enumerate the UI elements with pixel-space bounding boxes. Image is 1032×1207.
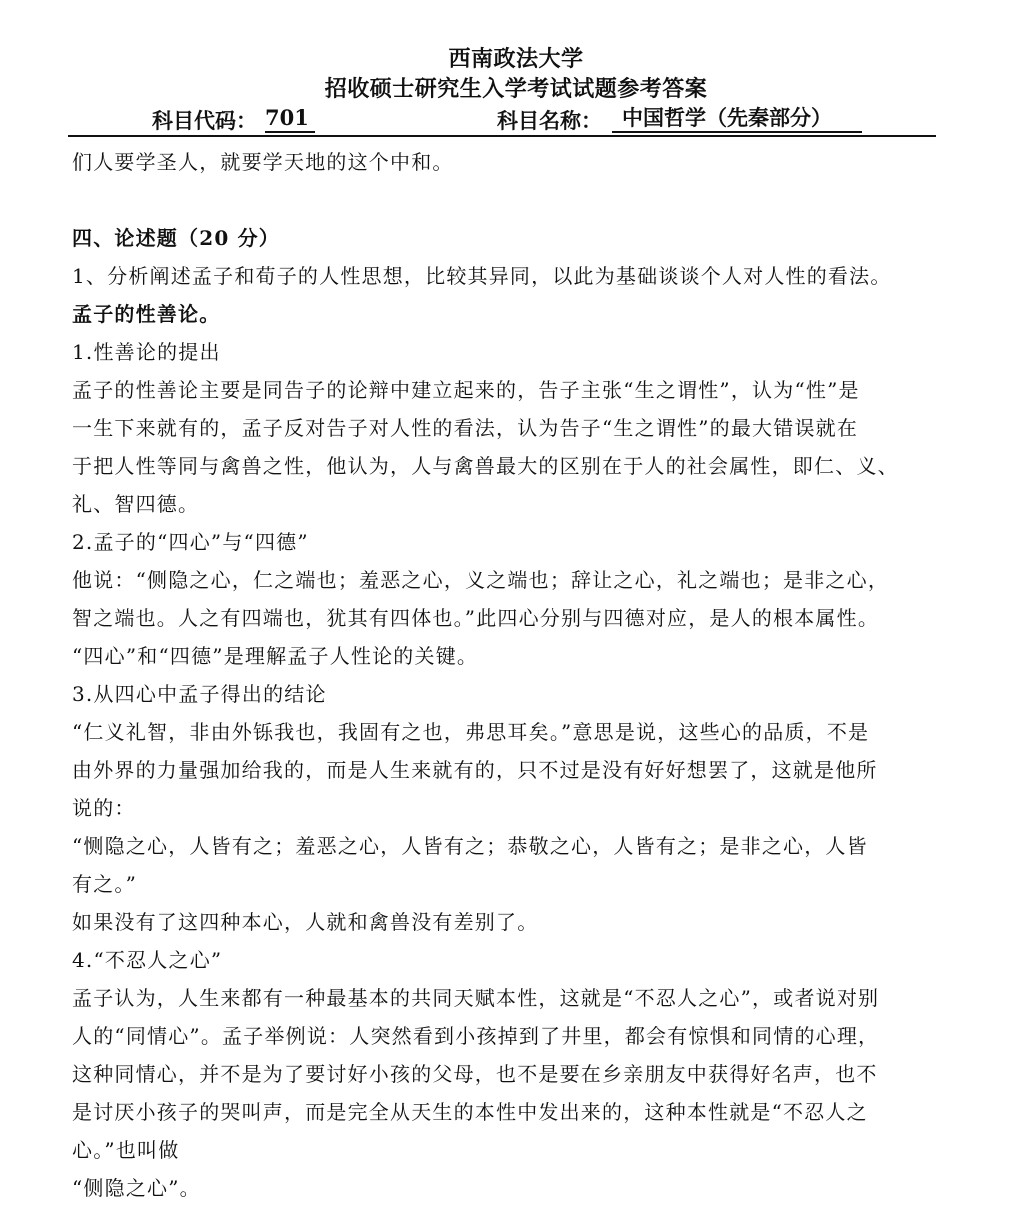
subheading: 3.从四心中孟子得出的结论 xyxy=(72,682,327,706)
paragraph-line: 说的： xyxy=(72,796,136,820)
subject-code-label: 科目代码： xyxy=(152,108,257,133)
blank-line xyxy=(72,181,940,219)
header-divider xyxy=(68,135,936,137)
subheading: 2.孟子的“四心”与“四德” xyxy=(72,530,309,554)
answer-heading: 孟子的性善论。 xyxy=(72,302,221,326)
paragraph-line: 心。”也叫做 xyxy=(72,1138,180,1162)
university-name: 西南政法大学 xyxy=(448,46,584,72)
subheading: 1.性善论的提出 xyxy=(72,340,221,364)
question-text: 1、分析阐述孟子和荀子的人性思想，比较其异同，以此为基础谈谈个人对人性的看法。 xyxy=(72,264,892,288)
paragraph-line: 这种同情心，并不是为了要讨好小孩的父母，也不是要在乡亲朋友中获得好名声，也不 xyxy=(72,1062,878,1086)
section-heading: 四、论述题（20 分） xyxy=(72,226,280,250)
paragraph-line: 有之。” xyxy=(72,872,138,896)
paragraph-line: 人的“同情心”。孟子举例说：人突然看到小孩掉到了井里，都会有惊惧和同情的心理， xyxy=(72,1024,880,1048)
paragraph-line: 于把人性等同与禽兽之性，他认为，人与禽兽最大的区别在于人的社会属性，即仁、义、 xyxy=(72,454,899,478)
exam-title: 招收硕士研究生入学考试试题参考答案 xyxy=(324,76,708,102)
subject-name-value: 中国哲学（先秦部分） xyxy=(612,105,862,133)
subheading: 4.“不忍人之心” xyxy=(72,948,223,972)
paragraph-line: 智之端也。人之有四端也，犹其有四体也。”此四心分别与四德对应，是人的根本属性。 xyxy=(72,606,880,630)
paragraph-line: 他说：“侧隐之心，仁之端也；羞恶之心，义之端也；辞让之心，礼之端也；是非之心， xyxy=(72,568,890,592)
paragraph-line: “恻隐之心，人皆有之；羞恶之心，人皆有之；恭敬之心，人皆有之；是非之心，人皆 xyxy=(72,834,868,858)
subject-code-value: 701 xyxy=(265,105,315,133)
paragraph-line: 孟子认为，人生来都有一种最基本的共同天赋本性，这就是“不忍人之心”，或者说对别 xyxy=(72,986,880,1010)
paragraph-line: 礼、智四德。 xyxy=(72,492,200,516)
subject-info-row xyxy=(0,105,1032,135)
answer-body xyxy=(72,143,940,1207)
subject-name-label: 科目名称： xyxy=(497,108,602,133)
paragraph-line: 孟子的性善论主要是同告子的论辩中建立起来的，告子主张“生之谓性”，认为“性”是 xyxy=(72,378,860,402)
paragraph-line: 们人要学圣人，就要学天地的这个中和。 xyxy=(72,150,454,174)
paragraph-line: “四心”和“四德”是理解孟子人性论的关键。 xyxy=(72,644,479,668)
paragraph-line: 是讨厌小孩子的哭叫声，而是完全从天生的本性中发出来的，这种本性就是“不忍人之 xyxy=(72,1100,868,1124)
paragraph-line: 一生下来就有的，孟子反对告子对人性的看法，认为告子“生之谓性”的最大错误就在 xyxy=(72,416,859,440)
paragraph-line: 由外界的力量强加给我的，而是人生来就有的，只不过是没有好好想罢了，这就是他所 xyxy=(72,758,878,782)
paragraph-line: “仁义礼智，非由外铄我也，我固有之也，弗思耳矣。”意思是说，这些心的品质，不是 xyxy=(72,720,870,744)
document-header xyxy=(0,44,1032,104)
paragraph-line: 如果没有了这四种本心，人就和禽兽没有差别了。 xyxy=(72,910,539,934)
paragraph-line: “侧隐之心”。 xyxy=(72,1176,201,1200)
